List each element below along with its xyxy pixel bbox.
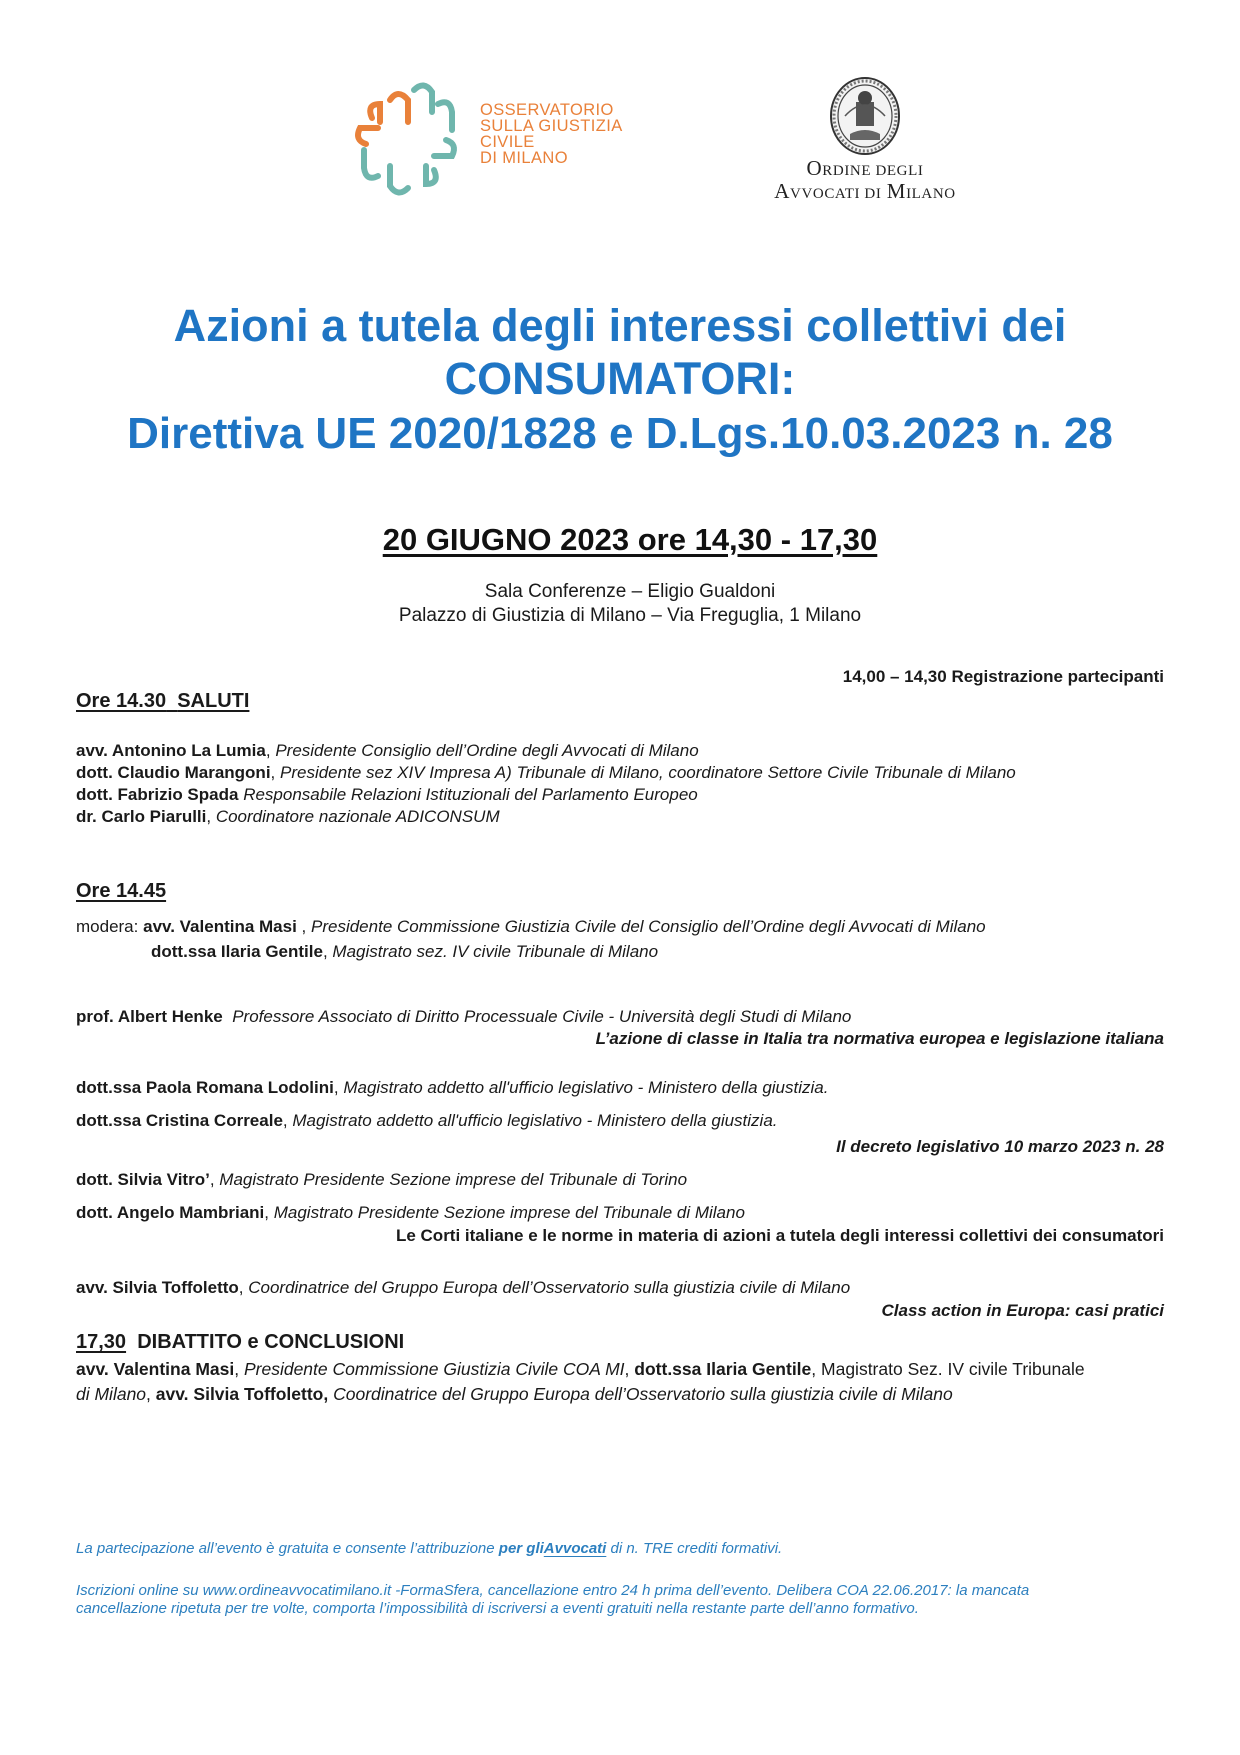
speaker-name: avv. Antonino La Lumia (76, 741, 266, 760)
speaker-name: avv. Valentina Masi (76, 1359, 235, 1379)
speaker-row: dott. Angelo Mambriani, Magistrato Presidente Sezione imprese del Tribunale di Milano (76, 1203, 745, 1222)
osservatorio-line-1: OSSERVATORIO (480, 101, 614, 119)
registration-note: 14,00 – 14,30 Registrazione partecipanti (842, 667, 1164, 686)
ordine-line-2 (750, 181, 980, 204)
speaker-name: dott. Fabrizio Spada (76, 785, 239, 804)
osservatorio-line-4: DI MILANO (480, 149, 568, 167)
registration-info-line-1: Iscrizioni online su www.ordineavvocatimilano.it -FormaSfera, cancellazione entro 24 h prima dell’evento. Delibera COA 22.06.2017: la mancata (76, 1582, 1030, 1599)
speaker-name: dott.ssa Ilaria Gentile (634, 1359, 812, 1379)
speaker-role: Magistrato addetto all'ufficio legislativo - Ministero della giustizia. (292, 1111, 778, 1130)
ordine-avvocati-text (750, 158, 980, 204)
speaker-name: dr. Carlo Piarulli (76, 807, 207, 826)
ordine-line-1-rest: RDINE DEGLI (822, 163, 924, 179)
osservatorio-line-3: CIVILE (480, 133, 535, 151)
speaker-row: avv. Silvia Toffoletto, Coordinatrice del Gruppo Europa dell’Osservatorio sulla giustizia civile di Milano (76, 1278, 851, 1297)
credits-note (76, 1540, 1168, 1558)
speaker-role: Magistrato Sez. IV civile Tribunale (821, 1359, 1085, 1379)
osservatorio-line-2: SULLA GIUSTIZIA (480, 117, 623, 135)
osservatorio-text (480, 102, 623, 166)
title-line-2: CONSUMATORI: (444, 353, 796, 404)
speaker-row: dr. Carlo Piarulli, Coordinatore nazionale ADICONSUM (76, 807, 500, 826)
ordine-avvocati-logo (750, 76, 980, 206)
session-saluti-label: SALUTI (177, 690, 250, 712)
moderator-label: modera: (76, 917, 139, 936)
credits-note-bold-underlined: Avvocati (543, 1540, 607, 1557)
speaker-name: dott. Silvia Vitro’ (76, 1170, 210, 1189)
session-1445-heading (76, 880, 166, 903)
ordine-line-2-cap2: M (886, 179, 907, 203)
speaker-name: prof. Albert Henke (76, 1007, 223, 1026)
ordine-line-2-rest2: ILANO (906, 186, 956, 202)
talk-topic: Class action in Europa: casi pratici (881, 1301, 1164, 1320)
speaker-name: avv. Silvia Toffoletto (76, 1278, 239, 1297)
moderator-role: Magistrato sez. IV civile Tribunale di Milano (332, 942, 659, 961)
session-saluti-heading-text (76, 690, 249, 712)
registration-info-line-2: cancellazione ripetuta per tre volte, comporta l’impossibilità di iscriversi a eventi gratuiti nella restante parte dell’anno formativo. (76, 1600, 919, 1617)
seal-icon (820, 76, 910, 158)
speaker-row: avv. Antonino La Lumia, Presidente Consiglio dell’Ordine degli Avvocati di Milano (76, 741, 699, 760)
moderator-name: avv. Valentina Masi (143, 917, 297, 936)
osservatorio-logo (338, 70, 638, 210)
speaker-name: dott.ssa Cristina Correale (76, 1111, 283, 1130)
talk-topic: Il decreto legislativo 10 marzo 2023 n. 28 (836, 1137, 1164, 1156)
osservatorio-emblem-icon (338, 70, 478, 210)
speaker-row (76, 1007, 851, 1027)
conclusioni-speakers: avv. Valentina Masi, Presidente Commissione Giustizia Civile COA MI, dott.ssa Ilaria Gentile, Magistrato Sez. IV civile Tribunale di Milano, avv. Silvia Toffoletto, Coordinatrice del Gruppo Europa dell’Osservatorio sulla giustizia civile di Milano (76, 1359, 1085, 1404)
event-date (60, 522, 1200, 558)
ordine-line-1 (750, 158, 980, 181)
speaker-row: dott.ssa Cristina Correale, Magistrato addetto all'ufficio legislativo - Ministero della giustizia. (76, 1111, 778, 1130)
speaker-role: Coordinatrice del Gruppo Europa dell’Osservatorio sulla giustizia civile di Milano (248, 1278, 851, 1297)
event-title (60, 300, 1180, 462)
speaker-role: Coordinatrice del Gruppo Europa dell’Osservatorio sulla giustizia civile di Milano (333, 1384, 953, 1404)
title-line-3: Direttiva UE 2020/1828 e D.Lgs.10.03.2023 n. 28 (127, 409, 1113, 458)
ordine-line-1-cap: O (806, 156, 823, 180)
session-saluti-time: Ore 14.30 (76, 690, 167, 712)
speaker-role: Magistrato addetto all'ufficio legislativo - Ministero della giustizia. (343, 1078, 829, 1097)
speaker-role: Coordinatore nazionale ADICONSUM (215, 807, 500, 826)
session-conclusioni-heading (76, 1331, 404, 1354)
talk-topic: L’azione di classe in Italia tra normativa europea e legislazione italiana (595, 1029, 1164, 1048)
event-date-text: 20 GIUGNO 2023 ore 14,30 - 17,30 (382, 522, 878, 557)
speaker-role: Presidente Consiglio dell’Ordine degli Avvocati di Milano (275, 741, 699, 760)
moderator-row: dott.ssa Ilaria Gentile, Magistrato sez. IV civile Tribunale di Milano (151, 942, 659, 961)
speaker-role: Presidente Commissione Giustizia Civile COA MI (243, 1359, 625, 1379)
speaker-role: Responsabile Relazioni Istituzionali del Parlamento Europeo (243, 785, 698, 804)
speaker-row: dott. Silvia Vitro’, Magistrato Presidente Sezione imprese del Tribunale di Torino (76, 1170, 688, 1189)
speaker-name: dott. Claudio Marangoni (76, 763, 271, 782)
speaker-row: dott.ssa Paola Romana Lodolini, Magistrato addetto all'ufficio legislativo - Ministero della giustizia. (76, 1078, 829, 1097)
speaker-row: dott. Claudio Marangoni, Presidente sez XIV Impresa A) Tribunale di Milano, coordinatore Settore Civile Tribunale di Milano (76, 763, 1016, 782)
speaker-role: Magistrato Presidente Sezione imprese del Tribunale di Milano (273, 1203, 745, 1222)
session-conclusioni-time: 17,30 (76, 1331, 127, 1353)
speaker-name: dott. Angelo Mambriani (76, 1203, 265, 1222)
speaker-name: dott.ssa Paola Romana Lodolini (76, 1078, 334, 1097)
speaker-role: Presidente sez XIV Impresa A) Tribunale di Milano, coordinatore Settore Civile Tribunale di Milano (280, 763, 1016, 782)
moderator-name: dott.ssa Ilaria Gentile (151, 942, 323, 961)
ordine-line-2-rest: VVOCATI DI (790, 186, 882, 202)
session-saluti-heading (76, 690, 249, 713)
speaker-role: Magistrato Presidente Sezione imprese del Tribunale di Torino (219, 1170, 688, 1189)
credits-note-pre: La partecipazione all’evento è gratuita e consente l’attribuzione (76, 1540, 495, 1557)
session-conclusioni-label: DIBATTITO e CONCLUSIONI (137, 1331, 405, 1353)
credits-note-bold: per gli (498, 1540, 544, 1557)
moderator-role: Presidente Commissione Giustizia Civile del Consiglio dell’Ordine degli Avvocati di Milano (311, 917, 986, 936)
venue-line-1: Sala Conferenze – Eligio Gualdoni (484, 581, 776, 602)
speaker-role: Professore Associato di Diritto Processuale Civile - Università degli Studi di Milano (232, 1007, 852, 1026)
session-1445-time: Ore 14.45 (76, 880, 167, 902)
title-line-1: Azioni a tutela degli interessi collettivi dei (173, 300, 1067, 351)
speaker-row (76, 785, 698, 805)
speaker-name: avv. Silvia Toffoletto, (155, 1384, 329, 1404)
speaker-role-cont: di Milano (76, 1384, 147, 1404)
credits-note-post: di n. TRE crediti formativi. (610, 1540, 783, 1557)
moderator-row: modera: avv. Valentina Masi , Presidente Commissione Giustizia Civile del Consiglio dell’Ordine degli Avvocati di Milano (76, 917, 986, 936)
registration-info (76, 1582, 1168, 1618)
ordine-line-2-cap: A (774, 179, 791, 203)
talk-topic: Le Corti italiane e le norme in materia di azioni a tutela degli interessi collettivi dei consumatori (395, 1226, 1164, 1245)
venue-line-2: Palazzo di Giustizia di Milano – Via Freguglia, 1 Milano (398, 605, 862, 626)
event-venue (60, 580, 1200, 628)
